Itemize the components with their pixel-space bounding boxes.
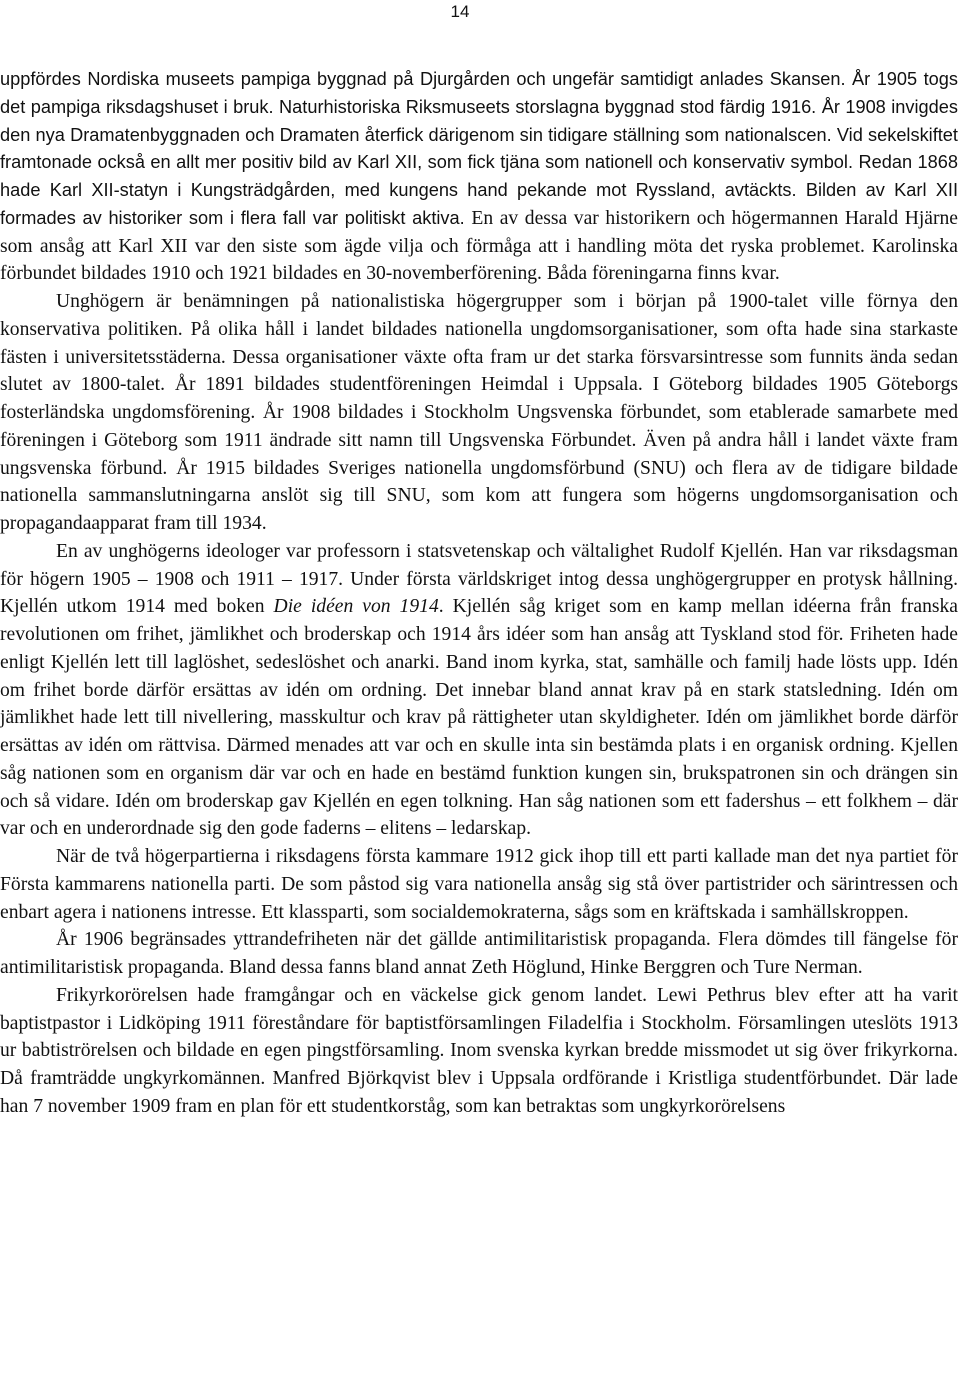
text-run: Bilden av Karl XII formades av historiker som i flera fall var politiskt aktiva. xyxy=(0,180,959,228)
text-run: När de två högerpartierna i riksdagens första kammare 1912 gick ihop till ett parti kallade man det nya partiet för Första kammarens nationella parti. De som påstod sig vara nationella ansåg sig stå över partistrider och särintressen och enbart agera i nationens intresse. Ett klassparti, som socialdemokraterna, sågs som en kräftskada i samhällskroppen. xyxy=(0,846,958,923)
text-run: . Kjellén såg kriget som en kamp mellan idéerna från franska revolutionen om frihet, jämlikhet och broderskap och 1914 års idéer som han ansåg att Tyskland stod för. Friheten hade enligt Kjellén lett till laglöshet, sedeslöshet och anarki. Band inom kyrka, stat, samhälle och familj hade lösts upp. Idén om frihet borde därför ersättas av idén om ordning. Det innebar bland annat krav på en stark statsledning. Idén om jämlikhet hade lett till nivellering, masskultur och krav på rättigheter utan skyldigheter. Idén om jämlikhet borde därför ersättas av idén om rättvisa. Därmed menades att var och en skulle inta sin bestämda plats i en organisk ordning. Kjellen såg nationen som en organism där var och en hade en bestämd funktion kungen sin, brukspatronen sin och drängen sin och så vidare. Idén om broderskap gav Kjellén en egen tolkning. Han såg nationen som ett fadershus – ett folkhem – där var och en underordnade sig den gode faderns – elitens – ledarskap. xyxy=(0,596,958,840)
paragraph-4 xyxy=(0,843,958,926)
paragraph-5 xyxy=(0,926,958,982)
body-text xyxy=(0,66,958,1121)
paragraph-2 xyxy=(0,288,958,538)
text-run: Frikyrkorörelsen hade framgångar och en väckelse gick genom landet. Lewi Pethrus blev efter att ha varit baptistpastor i Lidköping 1911 föreståndare för baptistförsamlingen Filadelfia i Stockholm. Församlingen uteslöts 1913 ur babtiströrelsen och bildade en egen pingstförsamling. Inom svenska kyrkan bredde missmodet ut sig över frikyrkorna. Då framträdde ungkyrkomännen. Manfred Björkqvist blev i Uppsala ordförande i Kristliga studentförbundet. Där lade han 7 november 1909 fram en plan för ett studentkorståg, som kan betraktas som ungkyrkorörelsens xyxy=(0,984,958,1117)
page-number: 14 xyxy=(450,2,470,21)
paragraph-6 xyxy=(0,982,958,1121)
text-run: Redan 1868 hade Karl XII-statyn i Kungsträdgården, med kungens hand pekande mot Ryssland, avtäckts. xyxy=(0,152,959,200)
book-title: Die idéen von 1914 xyxy=(273,596,439,618)
text-run: uppfördes Nordiska museets pampiga byggnad på Djurgården och ungefär samtidigt anlades Skansen. År 1905 togs det pampiga riksdagshuset i bruk. Naturhistoriska Riksmuseets storslagna byggnad stod färdig 1916. År 1908 invigdes den nya Dramatenbyggnaden och Dramaten återfick därigenom sin tidigare ställning som nationalscen. xyxy=(0,69,958,145)
paragraph-3 xyxy=(0,538,958,843)
text-run: Unghögern är benämningen på nationalistiska högergrupper som i början på 1900-talet ville förnya den konservativa politiken. På olika håll i landet bildades nationella ungdomsorganisationer, som ofta hade sina starkaste fästen i universitetsstäderna. Dessa organisationer växte ofta fram ur det starka försvarsintresse som funnits ända sedan slutet av 1800-talet. År 1891 bildades studentföreningen Heimdal i Uppsala. I Göteborg bildades 1905 Göteborgs fosterländska ungdomsförening. År 1908 bildades i Stockholm Ungsvenska förbundet, som etablerade samarbete med föreningen i Göteborg som 1911 ändrade sitt namn till Ungsvenska Förbundet. Även på andra håll i landet växte fram ungsvenska förbund. År 1915 bildades Sveriges nationella ungdomsförbund (SNU) och flera av de tidigare bildade nationella sammanslutningarna anslöt sig till SNU, som kom att fungera som högerns ungdomsorganisation och propagandaapparat fram till 1934. xyxy=(0,291,958,534)
text-run: En av dessa var historikern och högermannen Harald Hjärne som ansåg att Karl XII var den siste som ägde vilja och förmåga att i handling möta det ryska problemet. Karolinska förbundet bildades 1910 och 1921 bildades en 30-novemberförening. Båda föreningarna finns kvar. xyxy=(0,207,958,285)
text-run: Vid sekelskiftet framtonade också en allt mer positiv bild av Karl XII, som fick tjäna som nationell och konservativ symbol. xyxy=(0,124,958,173)
text-run: År 1906 begränsades yttrandefriheten när det gällde antimilitaristisk propaganda. Flera dömdes till fängelse för antimilitaristisk propaganda. Bland dessa fanns bland annat Zeth Höglund, Hinke Berggren och Ture Nerman. xyxy=(0,929,958,978)
paragraph-1 xyxy=(0,66,958,288)
text-run: En av unghögerns ideologer var professorn i statsvetenskap och vältalighet Rudolf Kjellén. Han var riksdagsman för högern 1905 – 1908 och 1911 – 1917. Under första världskriget intog dessa unghögergrupper en protysk hållning. Kjellén utkom 1914 med boken xyxy=(0,540,958,618)
